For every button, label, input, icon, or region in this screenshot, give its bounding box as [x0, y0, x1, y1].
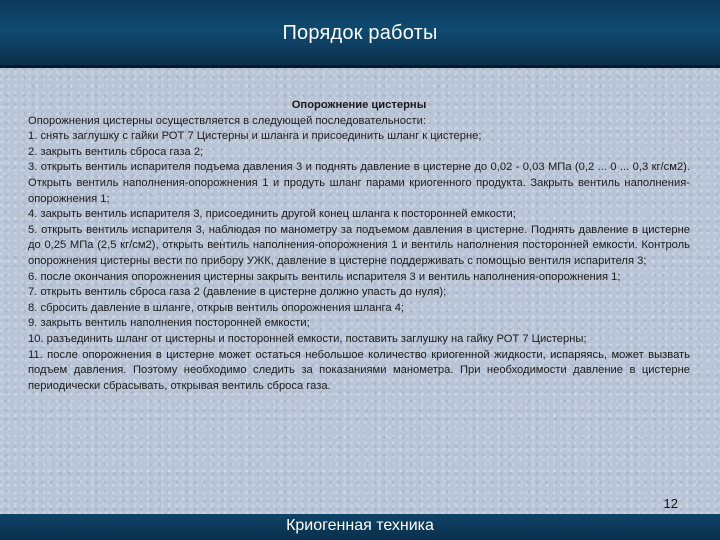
- step-9: 9. закрыть вентиль наполнения посторонней емкости;: [28, 317, 310, 330]
- title-bar: [0, 0, 720, 68]
- step-4: 4. закрыть вентиль испарителя 3, присоединить другой конец шланга к посторонней емкости;: [28, 208, 516, 221]
- step-7: 7. открыть вентиль сброса газа 2 (давление в цистерне должно упасть до нуля);: [28, 286, 447, 299]
- step-8: 8. сбросить давление в шланге, открыв вентиль опорожнения шланга 4;: [28, 301, 405, 314]
- slide-title: Порядок работы: [282, 22, 438, 44]
- step-11: 11. после опорожнения в цистерне может остаться небольшое количество криогенной жидкости, испаряясь, может вызвать подъем давления. Поэтому необходимо следить за показаниями манометра. При необходимости давление в цистерне периодически сбрасывать, открывая вентиль сброса газа.: [28, 348, 690, 392]
- footer-title: Криогенная техника: [286, 517, 434, 534]
- slide-body: [28, 98, 690, 394]
- step-1: 1. снять заглушку с гайки РОТ 7 Цистерны и шланга и присоединить шланг к цистерне;: [28, 130, 482, 143]
- intro-paragraph: Опорожнения цистерны осуществляется в следующей последовательности:: [28, 114, 427, 127]
- step-5: 5. открыть вентиль испарителя 3, наблюдая по манометру за подъемом давления в цистерне. Поднять давление в цистерне до 0,25 МПа (2,5 кг/см2), открыть вентиль наполнения-опорожнения 1 и вентиль наполнения посторонней емкости. Контроль опорожнения цистерны вести по прибору УЖК, давление в цистерне поддерживать с помощью вентиля испарителя 3;: [28, 223, 690, 267]
- step-10: 10. разъединить шланг от цистерны и посторонней емкости, поставить заглушку на гайку РОТ 7 Цистерны;: [28, 332, 587, 345]
- page-number: 12: [663, 496, 678, 511]
- section-heading: Опорожнение цистерны: [291, 99, 427, 111]
- step-3: 3. открыть вентиль испарителя подъема давления 3 и поднять давление в цистерне до 0,02 - 0,03 МПа (0,2 ... 0 ... 0,3 кг/см2). Открыть вентиль наполнения-опорожнения 1 и продуть шланг парами криогенного продукта. Закрыть вентиль наполнения-опорожнения 1;: [28, 161, 690, 205]
- step-2: 2. закрыть вентиль сброса газа 2;: [28, 145, 204, 158]
- step-6: 6. после окончания опорожнения цистерны закрыть вентиль испарителя 3 и вентиль наполнения-опорожнения 1;: [28, 270, 621, 283]
- footer-bar: [0, 514, 720, 540]
